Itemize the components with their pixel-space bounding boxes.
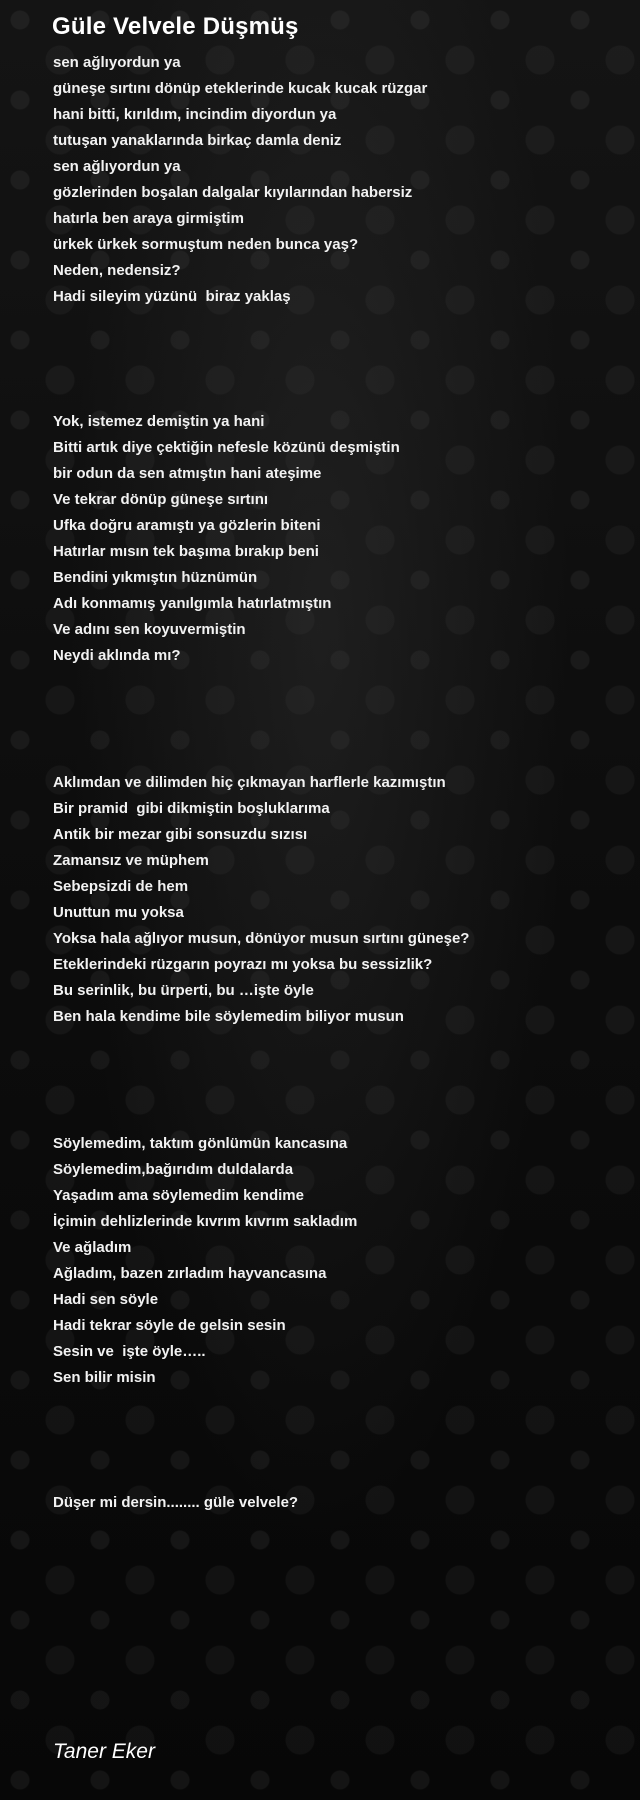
poem-line: Bu serinlik, bu ürperti, bu …işte öyle bbox=[53, 982, 314, 999]
poem-line: Düşer mi dersin........ güle velvele? bbox=[53, 1494, 299, 1511]
stanza-1 bbox=[53, 50, 623, 310]
poem-line: Hadi sileyim yüzünü biraz yaklaş bbox=[53, 288, 291, 305]
poem-line: hatırla ben araya girmiştim bbox=[53, 210, 244, 227]
poem-line: Neydi aklında mı? bbox=[53, 647, 181, 664]
poem-line: Antik bir mezar gibi sonsuzdu sızısı bbox=[53, 826, 308, 843]
poem-line: Sesin ve işte öyle….. bbox=[53, 1343, 206, 1360]
stanza-4 bbox=[53, 1131, 623, 1391]
poem-line: Unuttun mu yoksa bbox=[53, 904, 184, 921]
poem-line: Eteklerindeki rüzgarın poyrazı mı yoksa bu sessizlik? bbox=[53, 956, 433, 973]
poem-line: bir odun da sen atmıştın hani ateşime bbox=[53, 465, 322, 482]
poem-line: hani bitti, kırıldım, incindim diyordun ya bbox=[53, 106, 337, 123]
stanza-5 bbox=[53, 1490, 623, 1516]
poem-line: Ben hala kendime bile söylemedim biliyor musun bbox=[53, 1008, 404, 1025]
poem-line: Ve tekrar dönüp güneşe sırtını bbox=[53, 491, 269, 508]
poem-line: Bir pramid gibi dikmiştin boşluklarıma bbox=[53, 800, 330, 817]
poem-line: Hatırlar mısın tek başıma bırakıp beni bbox=[53, 543, 319, 560]
poem-line: Yok, istemez demiştin ya hani bbox=[53, 413, 265, 430]
poem-line: sen ağlıyordun ya bbox=[53, 54, 181, 71]
poem-line: Aklımdan ve dilimden hiç çıkmayan harflerle kazımıştın bbox=[53, 774, 446, 791]
poem-line: Neden, nedensiz? bbox=[53, 262, 181, 279]
poem-line: Hadi tekrar söyle de gelsin sesin bbox=[53, 1317, 286, 1334]
poem-line: Söylemedim,bağırıdım duldalarda bbox=[53, 1161, 294, 1178]
poem-line: güneşe sırtını dönüp eteklerinde kucak kucak rüzgar bbox=[53, 80, 428, 97]
poem-line: Yoksa hala ağlıyor musun, dönüyor musun sırtını güneşe? bbox=[53, 930, 470, 947]
poem-line: gözlerinden boşalan dalgalar kıyılarından habersiz bbox=[53, 184, 413, 201]
poem-line: Ağladım, bazen zırladım hayvancasına bbox=[53, 1265, 327, 1282]
poem-line: Sen bilir misin bbox=[53, 1369, 156, 1386]
poem-line: Ve adını sen koyuvermiştin bbox=[53, 621, 246, 638]
poem-title: Güle Velvele Düşmüş bbox=[52, 13, 299, 40]
poem-line: Sebepsizdi de hem bbox=[53, 878, 189, 895]
poem-line: Zamansız ve müphem bbox=[53, 852, 209, 869]
poem-line: Ve ağladım bbox=[53, 1239, 132, 1256]
poem-line: Hadi sen söyle bbox=[53, 1291, 159, 1308]
author-name: Taner Eker bbox=[53, 1740, 155, 1763]
poem-line: Ufka doğru aramıştı ya gözlerin biteni bbox=[53, 517, 321, 534]
poem-line: İçimin dehlizlerinde kıvrım kıvrım sakladım bbox=[53, 1213, 358, 1230]
poem-line: tutuşan yanaklarında birkaç damla deniz bbox=[53, 132, 342, 149]
poem-line: Adı konmamış yanılgımla hatırlatmıştın bbox=[53, 595, 332, 612]
poem-line: Bitti artık diye çektiğin nefesle közünü deşmiştin bbox=[53, 439, 400, 456]
poem-line: Bendini yıkmıştın hüznümün bbox=[53, 569, 258, 586]
stanza-3 bbox=[53, 770, 623, 1030]
poem-line: sen ağlıyordun ya bbox=[53, 158, 181, 175]
poem-line: ürkek ürkek sormuştum neden bunca yaş? bbox=[53, 236, 359, 253]
poem-line: Söylemedim, taktım gönlümün kancasına bbox=[53, 1135, 348, 1152]
poem-line: Yaşadım ama söylemedim kendime bbox=[53, 1187, 304, 1204]
stanza-2 bbox=[53, 409, 623, 669]
